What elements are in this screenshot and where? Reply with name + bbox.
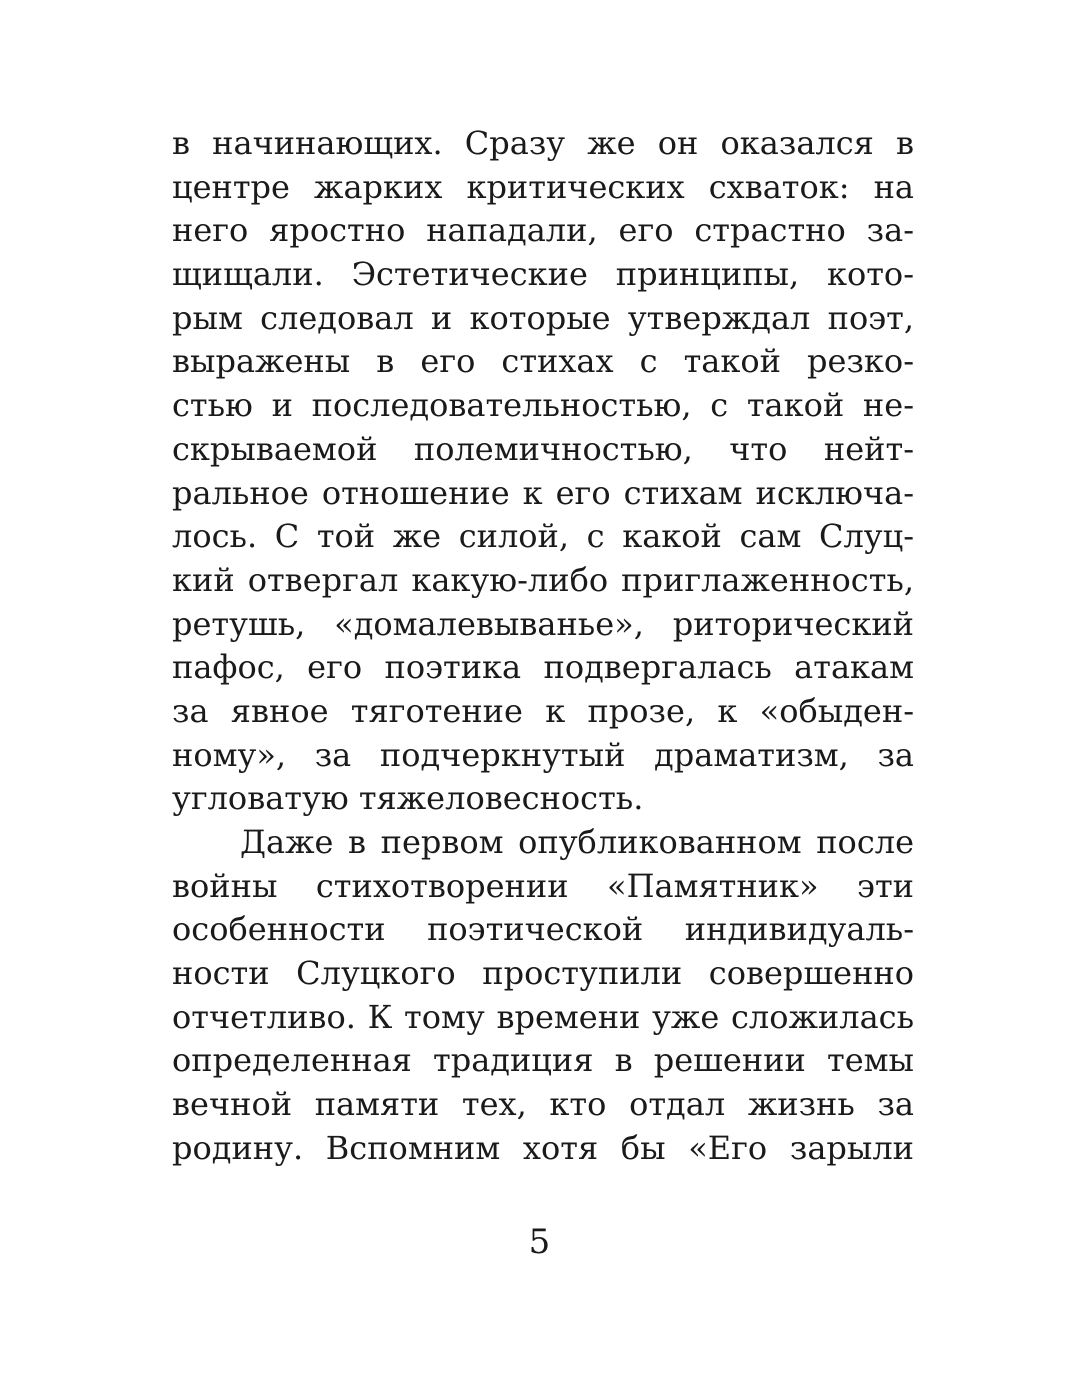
text-line: ности Слуцкого проступили совершенно <box>172 954 914 993</box>
text-line: стью и последовательностью, с такой не- <box>172 386 914 425</box>
body-text <box>172 122 914 1171</box>
text-line: вечной памяти тех, кто отдал жизнь за <box>172 1085 914 1124</box>
text-line: центре жарких критических схваток: на <box>172 167 914 206</box>
text-line: войны стихотворении «Памятник» эти <box>172 866 914 905</box>
text-line: скрываемой полемичностью, что нейт- <box>172 429 914 468</box>
text-line: отчетливо. К тому времени уже сложилась <box>172 997 914 1036</box>
text-line: кий отвергал какую-либо приглаженность, <box>172 560 914 599</box>
paragraph-1 <box>172 122 914 821</box>
text-line: в начинающих. Сразу же он оказался в <box>172 124 914 162</box>
text-line: ному», за подчеркнутый драматизм, за <box>172 735 914 774</box>
text-line: угловатую тяжеловесность. <box>172 779 644 818</box>
text-line: ральное отношение к его стихам исключа- <box>172 473 914 512</box>
text-line: определенная традиция в решении темы <box>172 1041 914 1080</box>
text-line: особенности поэтической индивидуаль- <box>172 910 914 949</box>
text-line: Даже в первом опубликованном после <box>240 823 914 861</box>
text-line: щищали. Эстетические принципы, кото- <box>172 255 914 294</box>
text-line: пафос, его поэтика подвергалась атакам <box>172 648 914 687</box>
text-line: него яростно нападали, его страстно за- <box>172 211 914 250</box>
paragraph-2 <box>172 821 914 1171</box>
text-line: лось. С той же силой, с какой сам Слуц- <box>172 517 914 556</box>
text-line: родину. Вспомним хотя бы «Его зарыли <box>172 1128 914 1167</box>
text-line: за явное тяготение к прозе, к «обыден- <box>172 691 914 730</box>
text-line: рым следовал и которые утверждал поэт, <box>172 298 914 337</box>
text-line: ретушь, «домалевыванье», риторический <box>172 604 914 643</box>
text-line: выражены в его стихах с такой резко- <box>172 342 914 381</box>
page-number: 5 <box>528 1222 551 1262</box>
